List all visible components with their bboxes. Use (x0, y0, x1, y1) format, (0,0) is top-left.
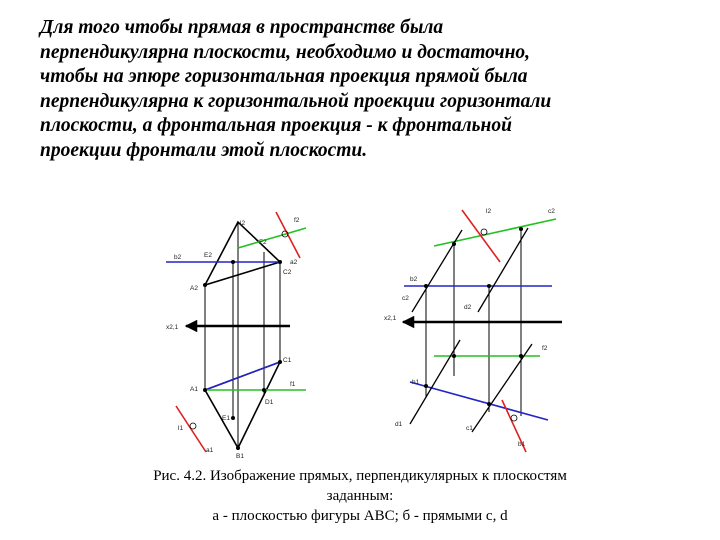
figure-b-labels (384, 208, 555, 448)
label-A2-a: A2 (190, 285, 198, 292)
label-B1-a: B1 (236, 453, 244, 460)
label-C2-a: C2 (283, 269, 292, 276)
theorem-line-5: плоскости, а фронтальная проекция - к фронтальной (40, 115, 512, 136)
label-c2-b: c2 (402, 295, 409, 302)
label-F2-a: F2 (259, 239, 267, 246)
label-a1-a: a1 (206, 447, 214, 454)
theorem-line-3: чтобы на эпюре горизонтальная проекция прямой была (40, 66, 528, 87)
label-D1-a: D1 (265, 399, 274, 406)
triangle-frontal (205, 222, 280, 285)
theorem-line-1: Для того чтобы прямая в пространстве была (40, 17, 444, 38)
label-l2-b: l2 (486, 208, 492, 215)
figure-b (384, 208, 562, 452)
figure-a (166, 212, 306, 460)
label-f2-b: f2 (542, 345, 548, 352)
caption-line-2: заданным: (326, 488, 394, 504)
line-h1-blue (410, 382, 548, 420)
label-C1-a: C1 (283, 357, 292, 364)
label-f2-a: f2 (294, 217, 300, 224)
label-l1-a: l1 (178, 425, 184, 432)
line-c1-black (472, 344, 532, 432)
theorem-line-4: перпендикулярна к горизонтальной проекции горизонтали (40, 90, 552, 112)
line-c2-green (434, 219, 556, 246)
label-c2top-b: c2 (548, 208, 555, 215)
label-h1-b: h1 (412, 379, 420, 386)
figure-caption (130, 466, 590, 526)
label-b2-a: b2 (174, 254, 182, 261)
figure-a-link-lines (205, 222, 280, 448)
label-x21-b: x2,1 (384, 315, 397, 322)
label-E1-a: E1 (222, 415, 230, 422)
theorem-line-6: проекции фронтали этой плоскости. (40, 139, 368, 161)
caption-line-3: а - плоскостью фигуры ABC; б - прямыми c, d (212, 508, 508, 524)
figure-a-points (203, 260, 282, 450)
label-l2-a: l2 (240, 220, 246, 227)
label-f1-a: f1 (290, 381, 296, 388)
line-l2-red (462, 210, 500, 262)
label-b1-b: b1 (518, 441, 526, 448)
label-a2-a: a2 (290, 259, 298, 266)
label-d1-b: d1 (395, 421, 403, 428)
caption-line-1: Рис. 4.2. Изображение прямых, перпендикулярных к плоскостям (153, 468, 567, 484)
label-A1-a: A1 (190, 386, 198, 393)
label-c1-b: c1 (466, 425, 473, 432)
label-E2-a: E2 (204, 252, 212, 259)
label-d2-b: d2 (464, 304, 472, 311)
theorem-line-2: перпендикулярна плоскости, необходимо и достаточно, (40, 41, 531, 63)
label-b2-b: b2 (410, 276, 418, 283)
label-x21-a: x2,1 (166, 324, 179, 331)
